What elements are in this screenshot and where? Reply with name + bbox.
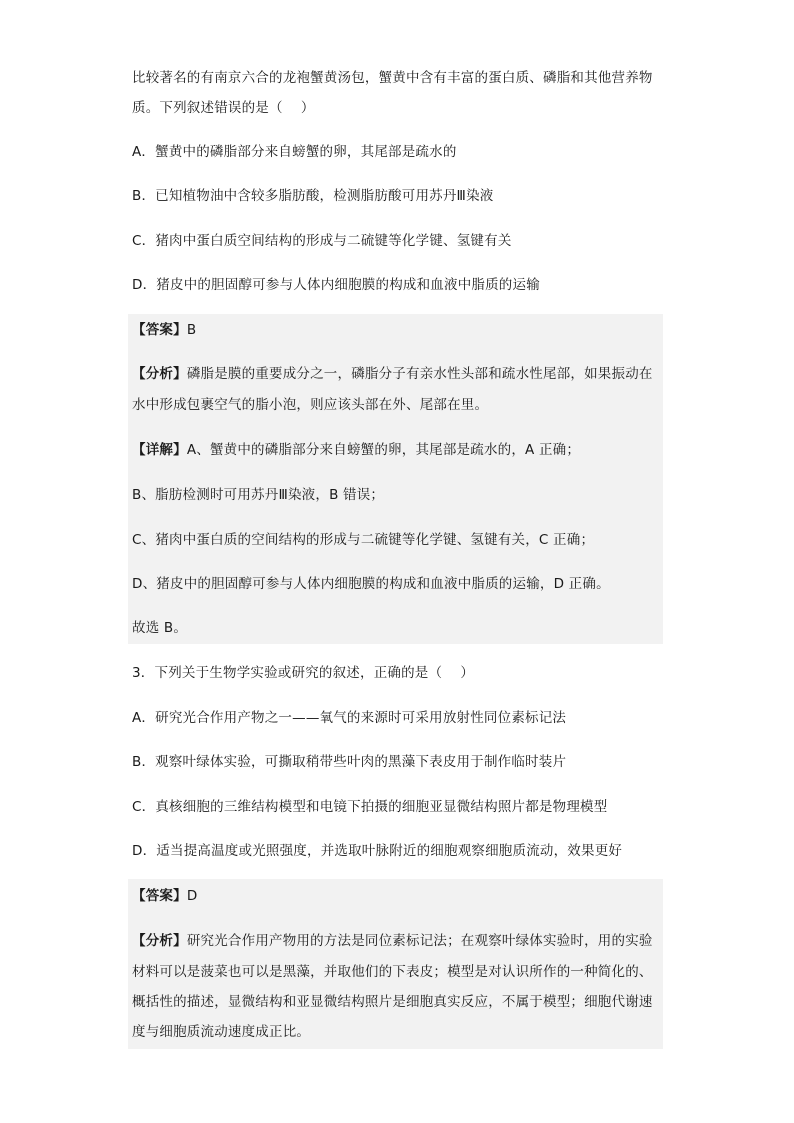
q2-detail-line-1 bbox=[132, 440, 580, 460]
q2-option-d: D．猪皮中的胆固醇可参与人体内细胞膜的构成和血液中脂质的运输 bbox=[132, 277, 540, 293]
q2-option-a: A．蟹黄中的磷脂部分来自螃蟹的卵，其尾部是疏水的 bbox=[132, 144, 457, 160]
q3-option-b: B．观察叶绿体实验，可撕取稍带些叶肉的黑藻下表皮用于制作临时装片 bbox=[132, 754, 567, 770]
q2-answer bbox=[132, 320, 196, 340]
q2-stem-line-2: 质。下列叙述错误的是（ ） bbox=[132, 100, 315, 116]
analysis-text: 研究光合作用产物用的方法是同位素标记法；在观察叶绿体实验时，用的实验 bbox=[186, 933, 653, 949]
answer-value: B bbox=[186, 322, 197, 338]
detail-tag: 【详解】 bbox=[132, 442, 187, 458]
q3-analysis-line-2: 材料可以是菠菜也可以是黑藻，并取他们的下表皮；模型是对认识所作的一种简化的、 bbox=[132, 964, 653, 980]
q3-analysis-line-1 bbox=[132, 931, 653, 951]
q2-stem-line-1: 比较著名的有南京六合的龙袍蟹黄汤包，蟹黄中含有丰富的蛋白质、磷脂和其他营养物 bbox=[132, 70, 653, 86]
q3-option-c: C．真核细胞的三维结构模型和电镜下拍摄的细胞亚显微结构照片都是物理模型 bbox=[132, 799, 608, 815]
q2-detail-line-2: B、脂肪检测时可用苏丹Ⅲ染液，B 错误； bbox=[132, 487, 385, 503]
q3-option-a: A．研究光合作用产物之一——氧气的来源时可采用放射性同位素标记法 bbox=[132, 710, 567, 726]
q3-analysis-line-4: 度与细胞质流动速度成正比。 bbox=[132, 1024, 311, 1040]
q2-analysis-line-1 bbox=[132, 364, 653, 384]
analysis-tag: 【分析】 bbox=[132, 933, 187, 949]
detail-text: A、蟹黄中的磷脂部分来自螃蟹的卵，其尾部是疏水的，A 正确； bbox=[186, 442, 581, 458]
analysis-tag: 【分析】 bbox=[132, 366, 187, 382]
q2-analysis-line-2: 水中形成包裹空气的脂小泡，则应该头部在外、尾部在里。 bbox=[132, 397, 489, 413]
answer-value: D bbox=[186, 888, 198, 904]
q2-conclusion: 故选 B。 bbox=[132, 620, 188, 636]
q3-option-d: D．适当提高温度或光照强度，并选取叶脉附近的细胞观察细胞质流动，效果更好 bbox=[132, 843, 623, 859]
q3-stem: 3．下列关于生物学实验或研究的叙述，正确的是（ ） bbox=[132, 665, 475, 681]
answer-tag: 【答案】 bbox=[132, 888, 187, 904]
q3-answer bbox=[132, 886, 197, 906]
q2-detail-line-4: D、猪皮中的胆固醇可参与人体内细胞膜的构成和血液中脂质的运输，D 正确。 bbox=[132, 576, 610, 592]
q2-option-b: B．已知植物油中含较多脂肪酸，检测脂肪酸可用苏丹Ⅲ染液 bbox=[132, 188, 494, 204]
q2-detail-line-3: C、猪肉中蛋白质的空间结构的形成与二硫键等化学键、氢键有关，C 正确； bbox=[132, 532, 595, 548]
analysis-text: 磷脂是膜的重要成分之一，磷脂分子有亲水性头部和疏水性尾部，如果振动在 bbox=[186, 366, 653, 382]
q3-analysis-line-3: 概括性的描述，显微结构和亚显微结构照片是细胞真实反应，不属于模型；细胞代谢速 bbox=[132, 994, 653, 1010]
q2-option-c: C．猪肉中蛋白质空间结构的形成与二硫键等化学键、氢键有关 bbox=[132, 233, 512, 249]
answer-tag: 【答案】 bbox=[132, 322, 187, 338]
